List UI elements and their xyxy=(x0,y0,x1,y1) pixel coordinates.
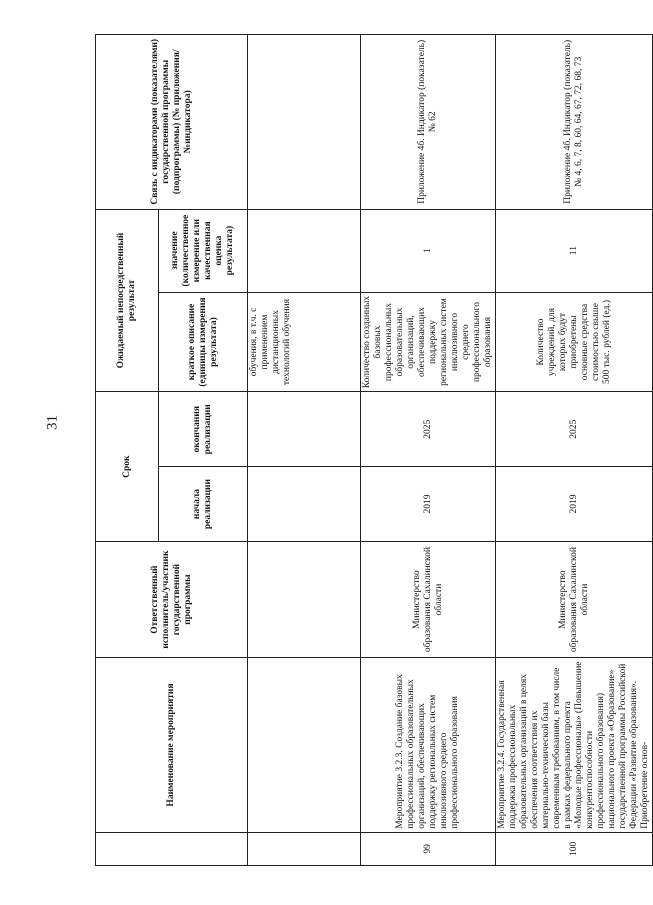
row-desc: Количество созданных базовых профессиональных образовательных организаций, обеспечивающих поддержку региональных систем инклюзивного среднего профессионального образования xyxy=(361,292,496,392)
row-link: Приложение 4б. Индикатор (показатель) № 62 xyxy=(361,35,496,210)
row-start: 2019 xyxy=(496,467,653,542)
header-result: Ожидаемый непосредственный результат xyxy=(96,209,159,392)
row-link xyxy=(248,35,361,210)
header-term-end: окончания реализации xyxy=(159,392,248,467)
header-term-start: начала реализации xyxy=(159,467,248,542)
table-row xyxy=(361,35,496,866)
row-end xyxy=(248,392,361,467)
row-value xyxy=(248,209,361,292)
rotated-table-container xyxy=(95,34,650,866)
row-start xyxy=(248,467,361,542)
row-value: 1 xyxy=(361,209,496,292)
row-responsible: Министерство образования Сахалинской области xyxy=(361,541,496,657)
header-responsible: Ответственный исполнитель/участник государственной программы xyxy=(96,541,248,657)
page-number: 31 xyxy=(44,415,61,430)
header-result-desc: краткое описание (единицы измерения результата) xyxy=(159,292,248,392)
row-name: Мероприятие 3.2.3. Создание базовых профессиональных образовательных организаций, обеспечивающих поддержку региональных систем инклюзивного среднего профессионального образования xyxy=(361,658,496,833)
row-end: 2025 xyxy=(496,392,653,467)
row-name xyxy=(248,658,361,833)
row-responsible xyxy=(248,541,361,657)
header-row-1 xyxy=(96,35,159,866)
row-num: 99 xyxy=(361,832,496,865)
row-end: 2025 xyxy=(361,392,496,467)
header-name: Наименование мероприятия xyxy=(96,658,248,833)
table-row xyxy=(496,35,653,866)
header-result-value: значение (количественное измерение или качественная оценка результата) xyxy=(159,209,248,292)
row-desc: обучения, в т.ч. с применением дистанционных технологий обучения xyxy=(248,292,361,392)
table-row xyxy=(248,35,361,866)
row-num xyxy=(248,832,361,865)
header-term: Срок xyxy=(96,392,159,542)
header-num xyxy=(96,832,248,865)
row-value: 11 xyxy=(496,209,653,292)
row-link: Приложение 4б. Индикатор (показатель) № 4, 6, 7, 8, 60, 64, 67, 72, 68, 73 xyxy=(496,35,653,210)
row-desc: Количество учреждений, для которых будут приобретены основные средства стоимостью свыше 500 тыс. рублей (ед.) xyxy=(496,292,653,392)
row-responsible: Министерство образования Сахалинской области xyxy=(496,541,653,657)
row-start: 2019 xyxy=(361,467,496,542)
activities-table xyxy=(95,34,653,866)
row-name: Мероприятие 3.2.4. Государственная поддержка профессиональных образовательных организаций в целях обеспечения соответствия их материально-технической базы современным требованиям, в том числе в рамках федерального проекта «Молодые профессионалы» (Повышение конкурентоспособности профессионального образования) национального проекта «Образование» государственной программы Российской Федерации «Развитие образования». Приобретение основ- xyxy=(496,658,653,833)
header-link: Связь с индикаторами (показателями) государственной программы (подпрограммы) (№ приложения/№индикатора) xyxy=(96,35,248,210)
row-num: 100 xyxy=(496,832,653,865)
